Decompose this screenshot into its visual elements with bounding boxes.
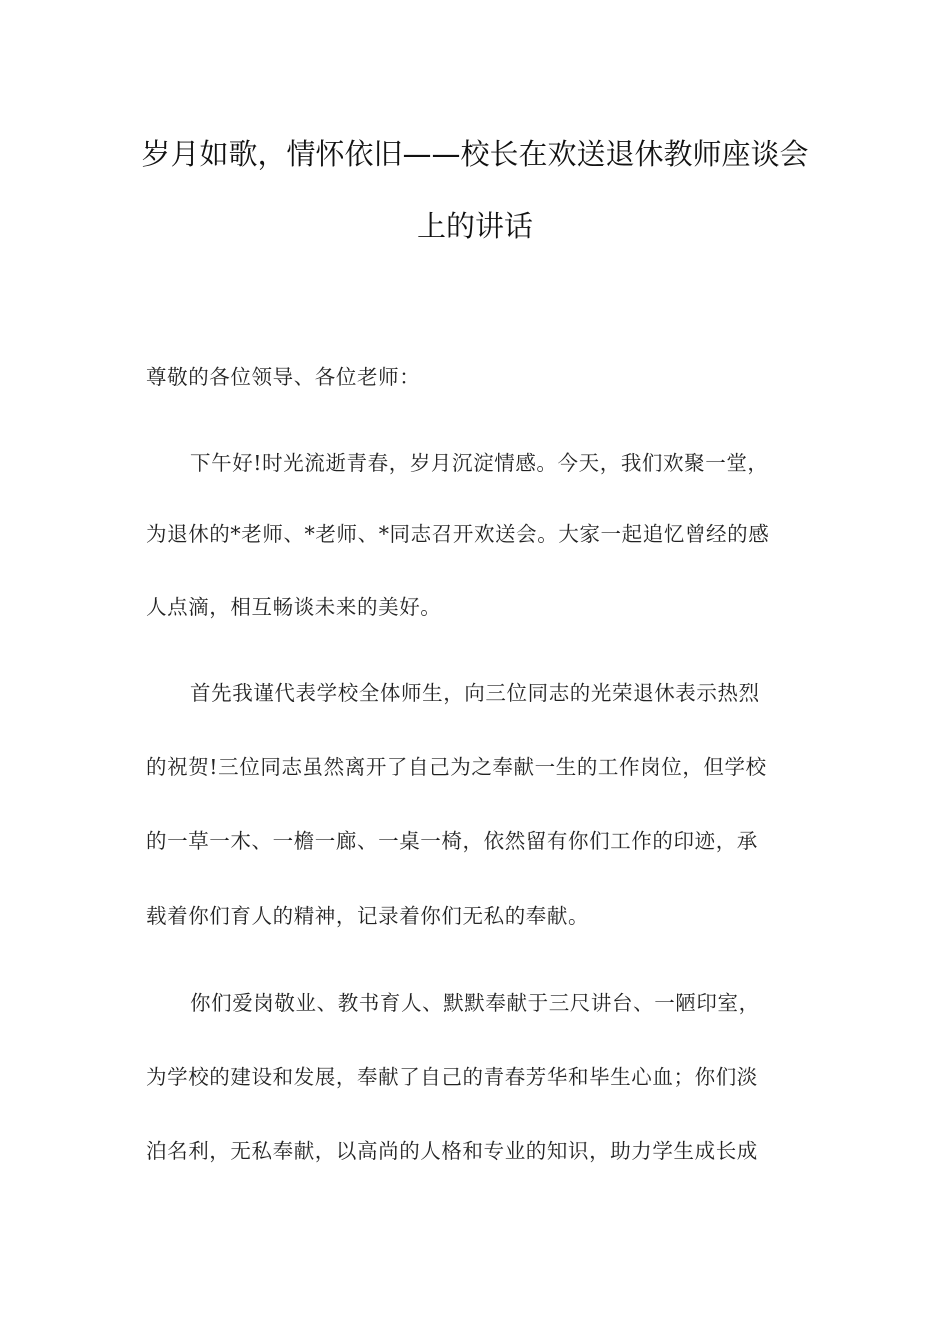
document-title-line-2: 上的讲话 xyxy=(416,209,533,243)
paragraph-line: 载着你们育人的精神，记录着你们无私的奉献。 xyxy=(146,904,590,928)
paragraph-line: 为学校的建设和发展，奉献了自己的青春芳华和毕生心血；你们淡 xyxy=(146,1065,758,1089)
paragraph-line: 为退休的*老师、*老师、*同志召开欢送会。大家一起追忆曾经的感 xyxy=(146,522,770,546)
paragraph-line: 首先我谨代表学校全体师生，向三位同志的光荣退休表示热烈 xyxy=(190,681,760,705)
paragraph-line: 的祝贺!三位同志虽然离开了自己为之奉献一生的工作岗位，但学校 xyxy=(146,755,767,779)
document-title-line-1: 岁月如歌，情怀依旧——校长在欢送退休教师座谈会 xyxy=(141,137,809,171)
paragraph-line: 下午好!时光流逝青春，岁月沉淀情感。今天，我们欢聚一堂， xyxy=(190,451,769,475)
paragraph-line: 泊名利，无私奉献，以高尚的人格和专业的知识，助力学生成长成 xyxy=(146,1139,758,1163)
paragraph-line: 你们爱岗敬业、教书育人、默默奉献于三尺讲台、一陋印室， xyxy=(190,991,760,1015)
salutation: 尊敬的各位领导、各位老师： xyxy=(146,365,421,389)
paragraph-line: 人点滴，相互畅谈未来的美好。 xyxy=(146,595,442,619)
paragraph-line: 的一草一木、一檐一廊、一桌一椅，依然留有你们工作的印迹，承 xyxy=(146,829,758,853)
